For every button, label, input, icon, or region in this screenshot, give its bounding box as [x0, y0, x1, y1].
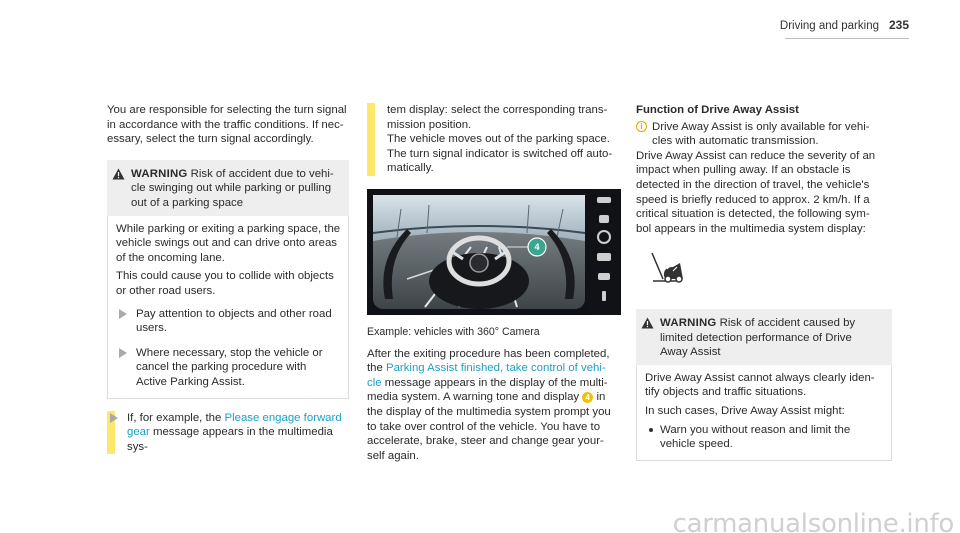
text-line: After the exiting procedure has been completed, [367, 347, 610, 360]
callout-badge: 4 [582, 392, 593, 403]
warning-paragraph: In such cases, Drive Away Assist might: [645, 404, 845, 417]
procedure-step [107, 411, 349, 455]
text-line: This could cause you to collide with objects [116, 270, 334, 283]
step-arrow-icon [110, 413, 118, 423]
text-line: to take over control of the vehicle. You have to [367, 420, 601, 433]
warning-title: WARNING [131, 167, 188, 180]
camera-display-image [367, 189, 621, 315]
message-highlight: cle [367, 376, 382, 389]
text-line: Drive Away Assist is only available for vehi- [652, 120, 870, 133]
warning-body [107, 216, 349, 399]
warning-paragraph [645, 371, 885, 400]
text-line: or other road users. [116, 284, 216, 297]
info-icon: i [636, 121, 647, 132]
text-fragment: message appears in the multimedia sys- [127, 426, 333, 453]
warning-box [636, 309, 892, 461]
warning-triangle-icon [112, 168, 125, 180]
warning-text: Away Assist [660, 346, 721, 359]
text-line: tem display: select the corresponding trans- [387, 104, 608, 116]
body-paragraph [636, 149, 892, 237]
camera-view-graphic [367, 189, 621, 315]
image-caption: Example: vehicles with 360° Camera [367, 325, 540, 338]
warning-text: limited detection performance of Drive [660, 331, 852, 344]
text-line: cancel the parking procedure with [136, 361, 307, 374]
text-fragment: media system. A warning tone and display [367, 391, 583, 404]
text-line: the display of the multimedia system prompt you [367, 405, 611, 418]
text-line: Pay attention to objects and other road [136, 307, 332, 320]
text-line: Warn you without reason and limit the [660, 423, 851, 436]
text-line: critical situation is detected, the following sym- [636, 208, 870, 221]
warning-title: WARNING [660, 316, 717, 329]
message-highlight: Please engage forward [224, 411, 342, 424]
warning-paragraph [116, 269, 342, 298]
page-number: 235 [888, 18, 909, 32]
info-note [636, 120, 892, 149]
text-line: speed is briefly reduced to approx. 2 km/h. If a [636, 193, 870, 206]
warning-text: cle swinging out while parking or pulling [131, 182, 332, 195]
procedure-step-continued [367, 103, 621, 176]
column-2 [367, 103, 621, 463]
warning-paragraph [116, 222, 342, 266]
text-line: detected in the direction of travel, the vehicle's [636, 178, 870, 191]
watermark: carmanualsonline.info [672, 509, 954, 533]
text-line: self again. [367, 449, 419, 462]
text-line: users. [136, 322, 168, 335]
text-line: mission position. [387, 118, 472, 131]
message-highlight: Parking Assist finished, take control of vehi- [386, 362, 606, 375]
warning-bullet [645, 423, 885, 452]
text-line: matically. [387, 162, 434, 175]
text-line: Where necessary, stop the vehicle or [136, 346, 323, 359]
text-line: of the oncoming lane. [116, 251, 225, 264]
text-line: accelerate, brake, steer and change gear your- [367, 435, 604, 448]
column-3 [636, 103, 892, 461]
step-arrow-icon [119, 309, 127, 319]
warning-step [116, 346, 342, 390]
text-line: bol appears in the multimedia system display: [636, 222, 866, 235]
step-arrow-icon [119, 348, 127, 358]
text-line: Active Parking Assist. [136, 375, 245, 388]
warning-text: Risk of accident due to vehi- [190, 167, 334, 180]
intro-paragraph [107, 103, 349, 147]
warning-text: Risk of accident caused by [719, 316, 856, 329]
text-fragment: If, for example, the [127, 411, 225, 424]
warning-header [107, 160, 349, 216]
warning-header [636, 309, 892, 365]
bullet-dot [649, 428, 653, 432]
header-section-title: Driving and parking [779, 20, 879, 32]
warning-body [636, 365, 892, 461]
text-line: While parking or exiting a parking space, the [116, 222, 341, 235]
warning-triangle-icon [641, 317, 654, 329]
text-line: essary, select the turn signal accordingly. [107, 133, 314, 146]
text-line: vehicle speed. [660, 438, 733, 451]
column-1 [107, 103, 349, 454]
text-line: cles with automatic transmission. [652, 135, 819, 148]
header-rule [785, 38, 909, 39]
text-line: You are responsible for selecting the turn signal [107, 104, 347, 116]
message-highlight: gear [127, 426, 150, 439]
text-line: Drive Away Assist cannot always clearly iden- [645, 371, 875, 384]
text-line: tify objects and traffic situations. [645, 386, 807, 399]
section-title: Function of Drive Away Assist [636, 104, 799, 116]
page-header [779, 18, 909, 34]
text-fragment: message appears in the display of the multi- [381, 376, 608, 389]
text-line: The turn signal indicator is switched off auto- [387, 147, 613, 160]
text-fragment: the [367, 362, 386, 375]
text-line: impact when pulling away. If an obstacle is [636, 164, 851, 177]
text-fragment: in [593, 391, 606, 404]
text-line: Drive Away Assist can reduce the severity of an [636, 149, 876, 162]
callout-badge: 4 [534, 241, 540, 252]
text-line: vehicle swings out and can drive onto areas [116, 237, 337, 250]
text-line: in accordance with the traffic conditions. If nec- [107, 118, 344, 131]
step-highlight-bar [367, 103, 375, 176]
after-exit-paragraph [367, 347, 621, 464]
warning-step [116, 307, 342, 336]
text-line: The vehicle moves out of the parking space. [387, 133, 610, 146]
warning-box [107, 160, 349, 399]
drive-away-assist-symbol-icon [649, 249, 685, 285]
warning-text: out of a parking space [131, 196, 244, 209]
